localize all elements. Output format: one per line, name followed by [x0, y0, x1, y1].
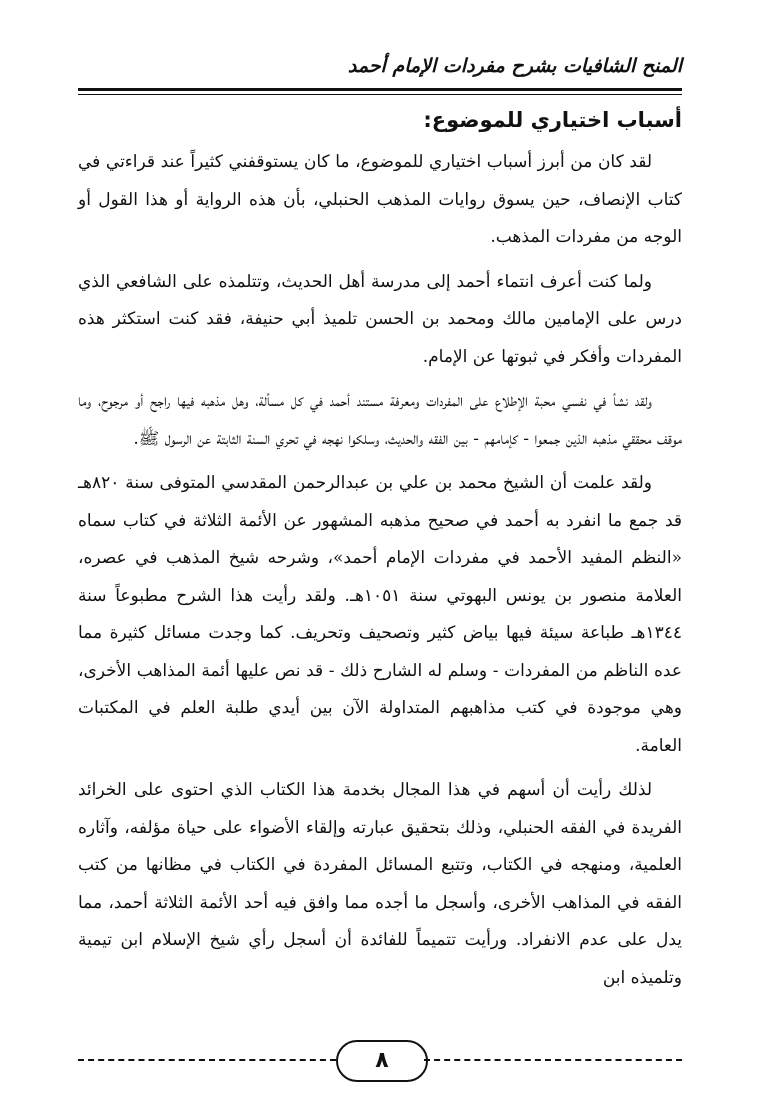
- running-header: المنح الشافيات بشرح مفردات الإمام أحمد: [347, 55, 682, 77]
- paragraph: ولقد علمت أن الشيخ محمد بن علي بن عبدالرحمن المقدسي المتوفى سنة ٨٢٠هـ قد جمع ما انفرد به أحمد في صحيح مذهبه المشهور عن الأئمة الثلاثة في كتاب سماه «النظم المفيد الأحمد في مفردات الإمام أحمد»، وشرحه شيخ المذهب في عصره، العلامة منصور بن يونس البهوتي سنة ١٠٥١هـ. ولقد رأيت هذا الشرح مطبوعاً سنة ١٣٤٤هـ طباعة سيئة فيها بياض كثير وتصحيف وتحريف. كما وجدت مسائل كثيرة مما عده الناظم من المفردات - وسلم له الشارح ذلك - قد نص عليها أئمة المذاهب الأخرى، وهي موجودة في كتب مذاهبهم المتداولة الآن بين أيدي طلبة العلم في المكتبات العامة.: [78, 473, 682, 756]
- header-rule: [78, 88, 682, 95]
- paragraph: ولقد نشأ في نفسي محبة الإطلاع على المفردات ومعرفة مستند أحمد في كل مسألة، وهل مذهبه فيها راجح أو مرجوح، وما موقف محققي مذهبه الذين جمعوا - كإمامهم - بين الفقه والحديث، وسلكوا نهجه في تحري السنة الثابتة عن الرسول ﷺ.: [78, 391, 682, 449]
- page-number: ٨: [336, 1040, 428, 1082]
- page-footer: [78, 1038, 682, 1082]
- page-body: [78, 100, 682, 1004]
- footer-rule-left: [78, 1059, 336, 1061]
- paragraph: ولما كنت أعرف انتماء أحمد إلى مدرسة أهل الحديث، وتتلمذه على الشافعي الذي درس على الإمامين مالك ومحمد بن الحسن تلميذ أبي حنيفة، فقد كنت استكثر هذه المفردات وأفكر في ثبوتها عن الإمام.: [78, 271, 682, 367]
- paragraph: لذلك رأيت أن أسهم في هذا المجال بخدمة هذا الكتاب الذي احتوى على الخرائد الفريدة في الفقه الحنبلي، وذلك بتحقيق عبارته وإلقاء الأضواء على حياة مؤلفه، وآثاره العلمية، ومنهجه في الكتاب، وتتبع المسائل المفردة في الكتاب في مظانها من كتب الفقه في المذاهب الأخرى، وأسجل ما أجده مما وافق فيه أحد الأئمة الثلاثة أحمد، مما يدل على عدم الانفراد. ورأيت تتميماً للفائدة أن أسجل رأي شيخ الإسلام ابن تيمية وتلميذه ابن: [78, 780, 682, 988]
- footer-rule-right: [424, 1059, 682, 1061]
- paragraph: لقد كان من أبرز أسباب اختياري للموضوع، ما كان يستوقفني كثيراً عند قراءتي في كتاب الإنصاف، حين يسوق روايات المذهب الحنبلي، بأن هذه الرواية أو هذا القول أو الوجه من مفردات المذهب.: [78, 152, 682, 247]
- section-heading: أسباب اختياري للموضوع:: [423, 108, 682, 132]
